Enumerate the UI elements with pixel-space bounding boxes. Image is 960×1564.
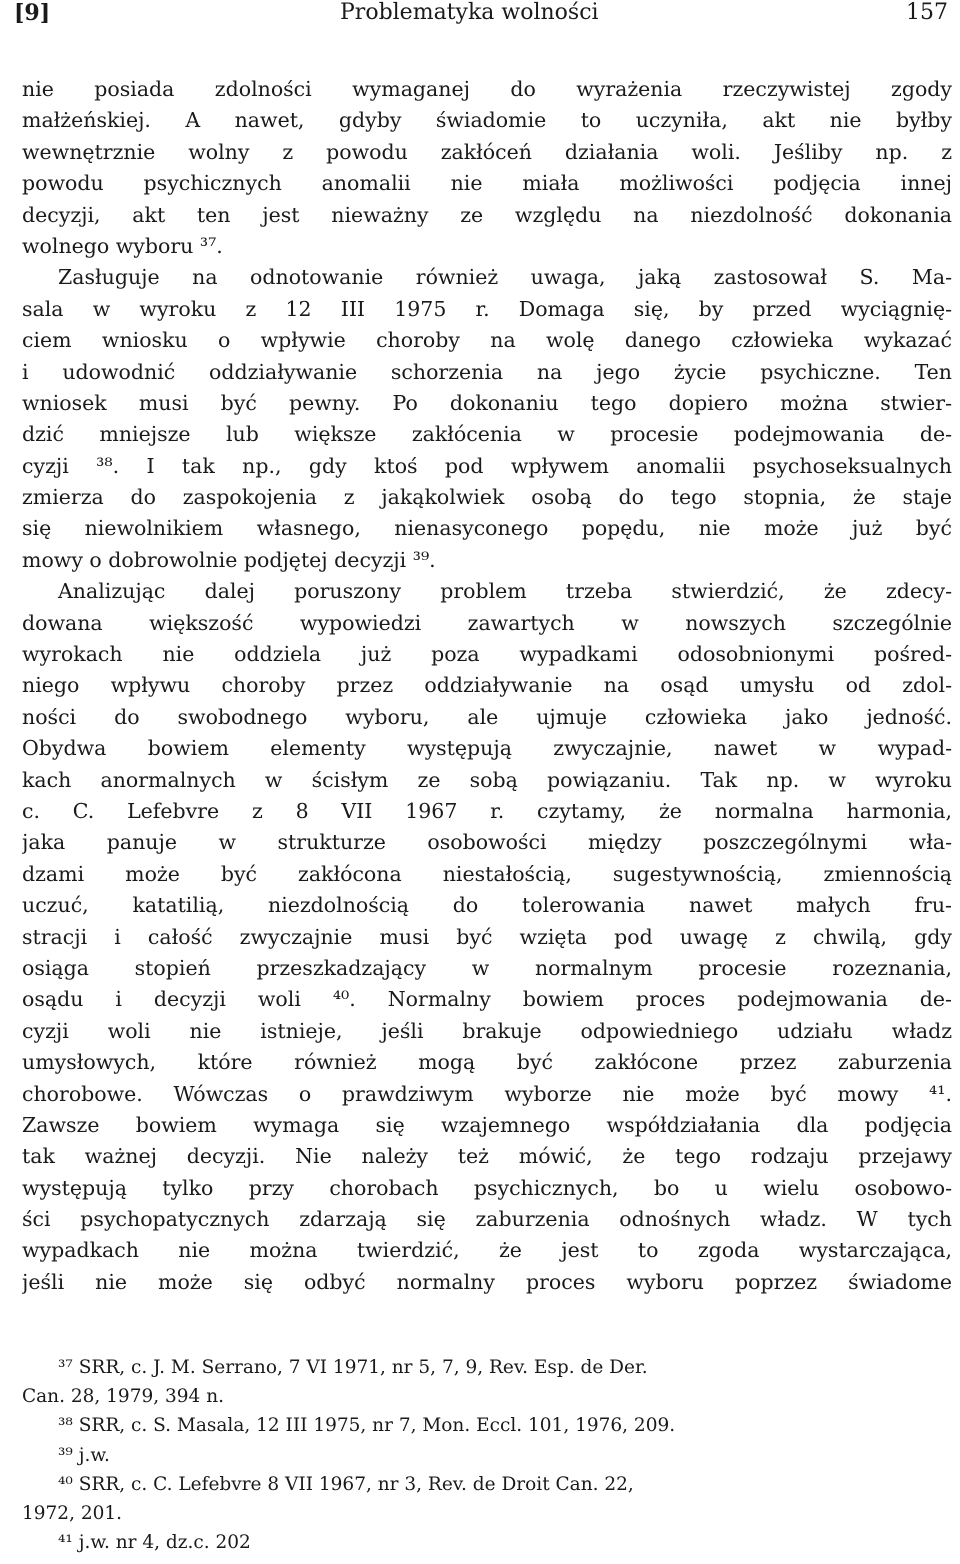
- footnote-line: ³⁹ j.w.: [58, 1444, 110, 1466]
- text-line: chorobowe. Wówczas o prawdziwym wyborze nie może być mowy ⁴¹.: [22, 1081, 952, 1106]
- page-header: [0, 0, 960, 34]
- text-line: wniosek musi być pewny. Po dokonaniu tego dopiero można stwier-: [22, 390, 952, 415]
- text-line: wypadkach nie można twierdzić, że jest to zgoda wystarczająca,: [22, 1238, 952, 1263]
- text-line: umysłowych, które również mogą być zakłócone przez zaburzenia: [22, 1050, 952, 1075]
- text-line: mowy o dobrowolnie podjętej decyzji ³⁹.: [22, 547, 436, 572]
- text-line: wolnego wyboru ³⁷.: [22, 233, 223, 258]
- text-line: Zasługuje na odnotowanie również uwaga, jaką zastosował S. Ma-: [58, 265, 952, 290]
- text-line: ści psychopatycznych zdarzają się zaburzenia odnośnych władz. W tych: [22, 1207, 952, 1232]
- text-line: małżeńskiej. A nawet, gdyby świadomie to uczyniła, akt nie byłby: [22, 108, 952, 133]
- text-line: powodu psychicznych anomalii nie miała możliwości podjęcia innej: [22, 171, 952, 196]
- text-line: się niewolnikiem własnego, nienasyconego popędu, nie może już być: [22, 516, 952, 541]
- footnote-line: ³⁷ SRR, c. J. M. Serrano, 7 VI 1971, nr 5, 7, 9, Rev. Esp. de Der.: [58, 1357, 648, 1378]
- text-line: dzami może być zakłócona niestałością, sugestywnością, zmiennością: [22, 861, 952, 886]
- text-line: osądu i decyzji woli ⁴⁰. Normalny bowiem proces podejmowania de-: [22, 987, 952, 1012]
- text-line: cyzji ³⁸. I tak np., gdy ktoś pod wpływem anomalii psychoseksualnych: [22, 453, 952, 478]
- text-line: kach anormalnych w ścisłym ze sobą powiązaniu. Tak np. w wyroku: [22, 767, 952, 792]
- text-line: uczuć, katatilią, niezdolnością do tolerowania nawet małych fru-: [22, 893, 952, 918]
- text-line: wewnętrznie wolny z powodu zakłóceń działania woli. Jeśliby np. z: [22, 139, 952, 164]
- text-line: niego wpływu choroby przez oddziaływanie na osąd umysłu od zdol-: [22, 673, 952, 698]
- text-line: wyrokach nie oddziela już poza wypadkami odosobnionymi pośred-: [22, 642, 952, 667]
- section-number: [9]: [14, 0, 51, 26]
- footnote-line: ³⁸ SRR, c. S. Masala, 12 III 1975, nr 7, Mon. Eccl. 101, 1976, 209.: [58, 1415, 676, 1437]
- text-line: Analizując dalej poruszony problem trzeba stwierdzić, że zdecy-: [58, 579, 952, 604]
- footnote-line: ⁴¹ j.w. nr 4, dz.c. 202: [58, 1532, 251, 1554]
- text-line: Obydwa bowiem elementy występują zwyczajnie, nawet w wypad-: [22, 736, 952, 761]
- body-text: [22, 74, 952, 1298]
- text-line: występują tylko przy chorobach psychicznych, bo u wielu osobowo-: [22, 1175, 952, 1200]
- text-line: jeśli nie może się odbyć normalny proces wyboru poprzez świadome: [22, 1269, 952, 1294]
- text-line: dowana większość wypowiedzi zawartych w nowszych szczególnie: [22, 610, 952, 635]
- running-title: Problematyka wolności: [340, 0, 599, 25]
- footnotes: [22, 1353, 952, 1557]
- text-line: dzić mniejsze lub większe zakłócenia w procesie podejmowania de-: [22, 422, 952, 447]
- text-line: c. C. Lefebvre z 8 VII 1967 r. czytamy, że normalna harmonia,: [22, 798, 952, 823]
- footnote-line: Can. 28, 1979, 394 n.: [22, 1386, 224, 1408]
- text-line: cyzji woli nie istnieje, jeśli brakuje odpowiedniego udziału władz: [22, 1018, 952, 1043]
- text-line: sala w wyroku z 12 III 1975 r. Domaga się, by przed wyciągnię-: [22, 296, 952, 321]
- text-line: stracji i całość zwyczajnie musi być wzięta pod uwagę z chwilą, gdy: [22, 924, 952, 949]
- text-line: i udowodnić oddziaływanie schorzenia na jego życie psychiczne. Ten: [22, 359, 952, 384]
- footnote-line: 1972, 201.: [22, 1502, 123, 1524]
- text-line: osiąga stopień przeszkadzający w normalnym procesie rozeznania,: [22, 955, 952, 980]
- text-line: ności do swobodnego wyboru, ale ujmuje człowieka jako jedność.: [22, 704, 952, 729]
- text-line: decyzji, akt ten jest nieważny ze względu na niezdolność dokonania: [22, 202, 952, 227]
- footnote-line: ⁴⁰ SRR, c. C. Lefebvre 8 VII 1967, nr 3, Rev. de Droit Can. 22,: [58, 1473, 634, 1495]
- text-line: ciem wniosku o wpływie choroby na wolę danego człowieka wykazać: [22, 328, 952, 353]
- page-number: 157: [906, 0, 948, 25]
- text-line: zmierza do zaspokojenia z jakąkolwiek osobą do tego stopnia, że staje: [22, 485, 952, 510]
- text-line: tak ważnej decyzji. Nie należy też mówić, że tego rodzaju przejawy: [22, 1144, 952, 1169]
- text-line: nie posiada zdolności wymaganej do wyrażenia rzeczywistej zgody: [22, 77, 952, 101]
- text-line: Zawsze bowiem wymaga się wzajemnego współdziałania dla podjęcia: [22, 1112, 952, 1137]
- text-line: jaka panuje w strukturze osobowości między poszczególnymi wła-: [22, 830, 952, 855]
